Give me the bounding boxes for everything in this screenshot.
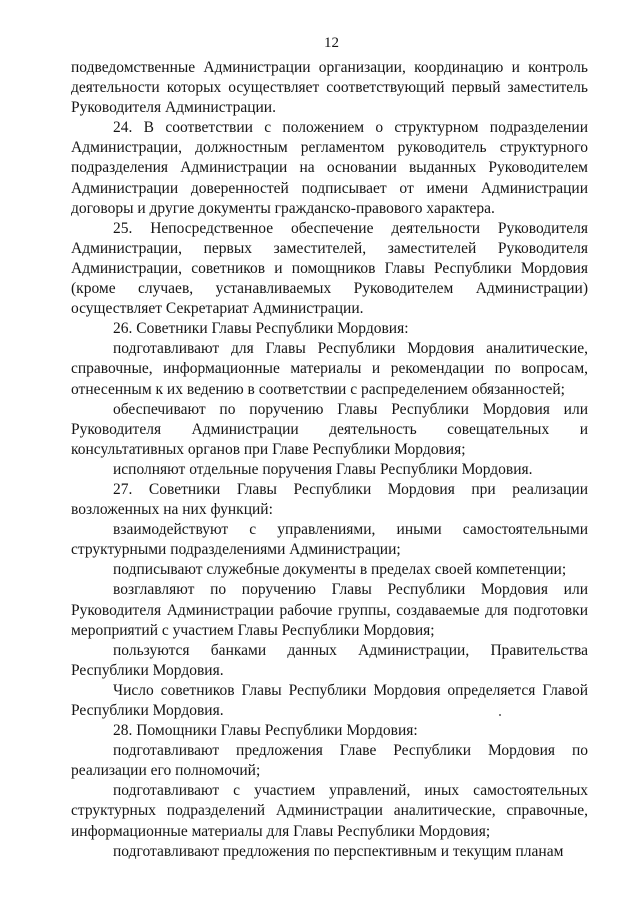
paragraph-advisors-prepare: подготавливают для Главы Республики Мордовия аналитические, справочные, информационные материалы и рекомендации по вопросам, отнесенным к их ведению в соответствии с распределением обязанностей; xyxy=(71,340,588,398)
paragraph-advisors-interact: взаимодействуют с управлениями, иными самостоятельными структурными подразделениями Администрации; xyxy=(71,521,588,559)
paragraph-item-26-heading: 26. Советники Главы Республики Мордовия: xyxy=(113,320,409,338)
paragraph-advisors-sign: подписывают служебные документы в пределах своей компетенции; xyxy=(113,561,567,579)
page-number: 12 xyxy=(324,35,339,51)
paragraph-item-24: 24. В соответствии с положением о структурном подразделении Администрации, должностным регламентом руководитель структурного подразделения Администрации на основании выданных Руководителем Администрации доверенностей подписывает от имени Администрации договоры и другие документы гражданско-правового характера. xyxy=(71,119,588,217)
paragraph-advisors-databanks: пользуются банками данных Администрации, Правительства Республики Мордовия. xyxy=(71,641,588,679)
paragraph-advisors-ensure: обеспечивают по поручению Главы Республики Мордовия или Руководителя Администрации деятельность совещательных и консультативных органов при Главе Республики Мордовия; xyxy=(71,400,588,458)
paragraph-continuation: подведомственные Администрации организации, координацию и контроль деятельности которых осуществляет соответствующий первый заместитель Руководителя Администрации. xyxy=(71,59,588,117)
scan-dot-mark xyxy=(499,714,501,716)
paragraph-item-28-heading: 28. Помощники Главы Республики Мордовия: xyxy=(113,722,418,740)
paragraph-assistants-plans: подготавливают предложения по перспективным и текущим планам xyxy=(113,842,564,860)
paragraph-advisors-lead: возглавляют по поручению Главы Республики Мордовия или Руководителя Администрации рабочие группы, создаваемые для подготовки мероприятий с участием Главы Республики Мордовия; xyxy=(71,581,588,639)
paragraph-assistants-proposals: подготавливают предложения Главе Республики Мордовия по реализации его полномочий; xyxy=(71,742,588,780)
paragraph-advisors-execute: исполняют отдельные поручения Главы Республики Мордовия. xyxy=(113,460,533,478)
paragraph-item-25: 25. Непосредственное обеспечение деятельности Руководителя Администрации, первых заместителей, заместителей Руководителя Администрации, советников и помощников Главы Республики Мордовия (кроме случаев, устанавливаемых Руководителем Администрации) осуществляет Секретариат Администрации. xyxy=(71,219,588,318)
paragraph-item-27-heading: 27. Советники Главы Республики Мордовия при реализации возложенных на них функций: xyxy=(71,480,588,519)
paragraph-advisors-number: Число советников Главы Республики Мордовия определяется Главой Республики Мордовия. xyxy=(71,681,588,719)
paragraph-assistants-materials: подготавливают с участием управлений, иных самостоятельных структурных подразделений Администрации аналитические, справочные, информационные материалы для Главы Республики Мордовия; xyxy=(71,782,588,840)
